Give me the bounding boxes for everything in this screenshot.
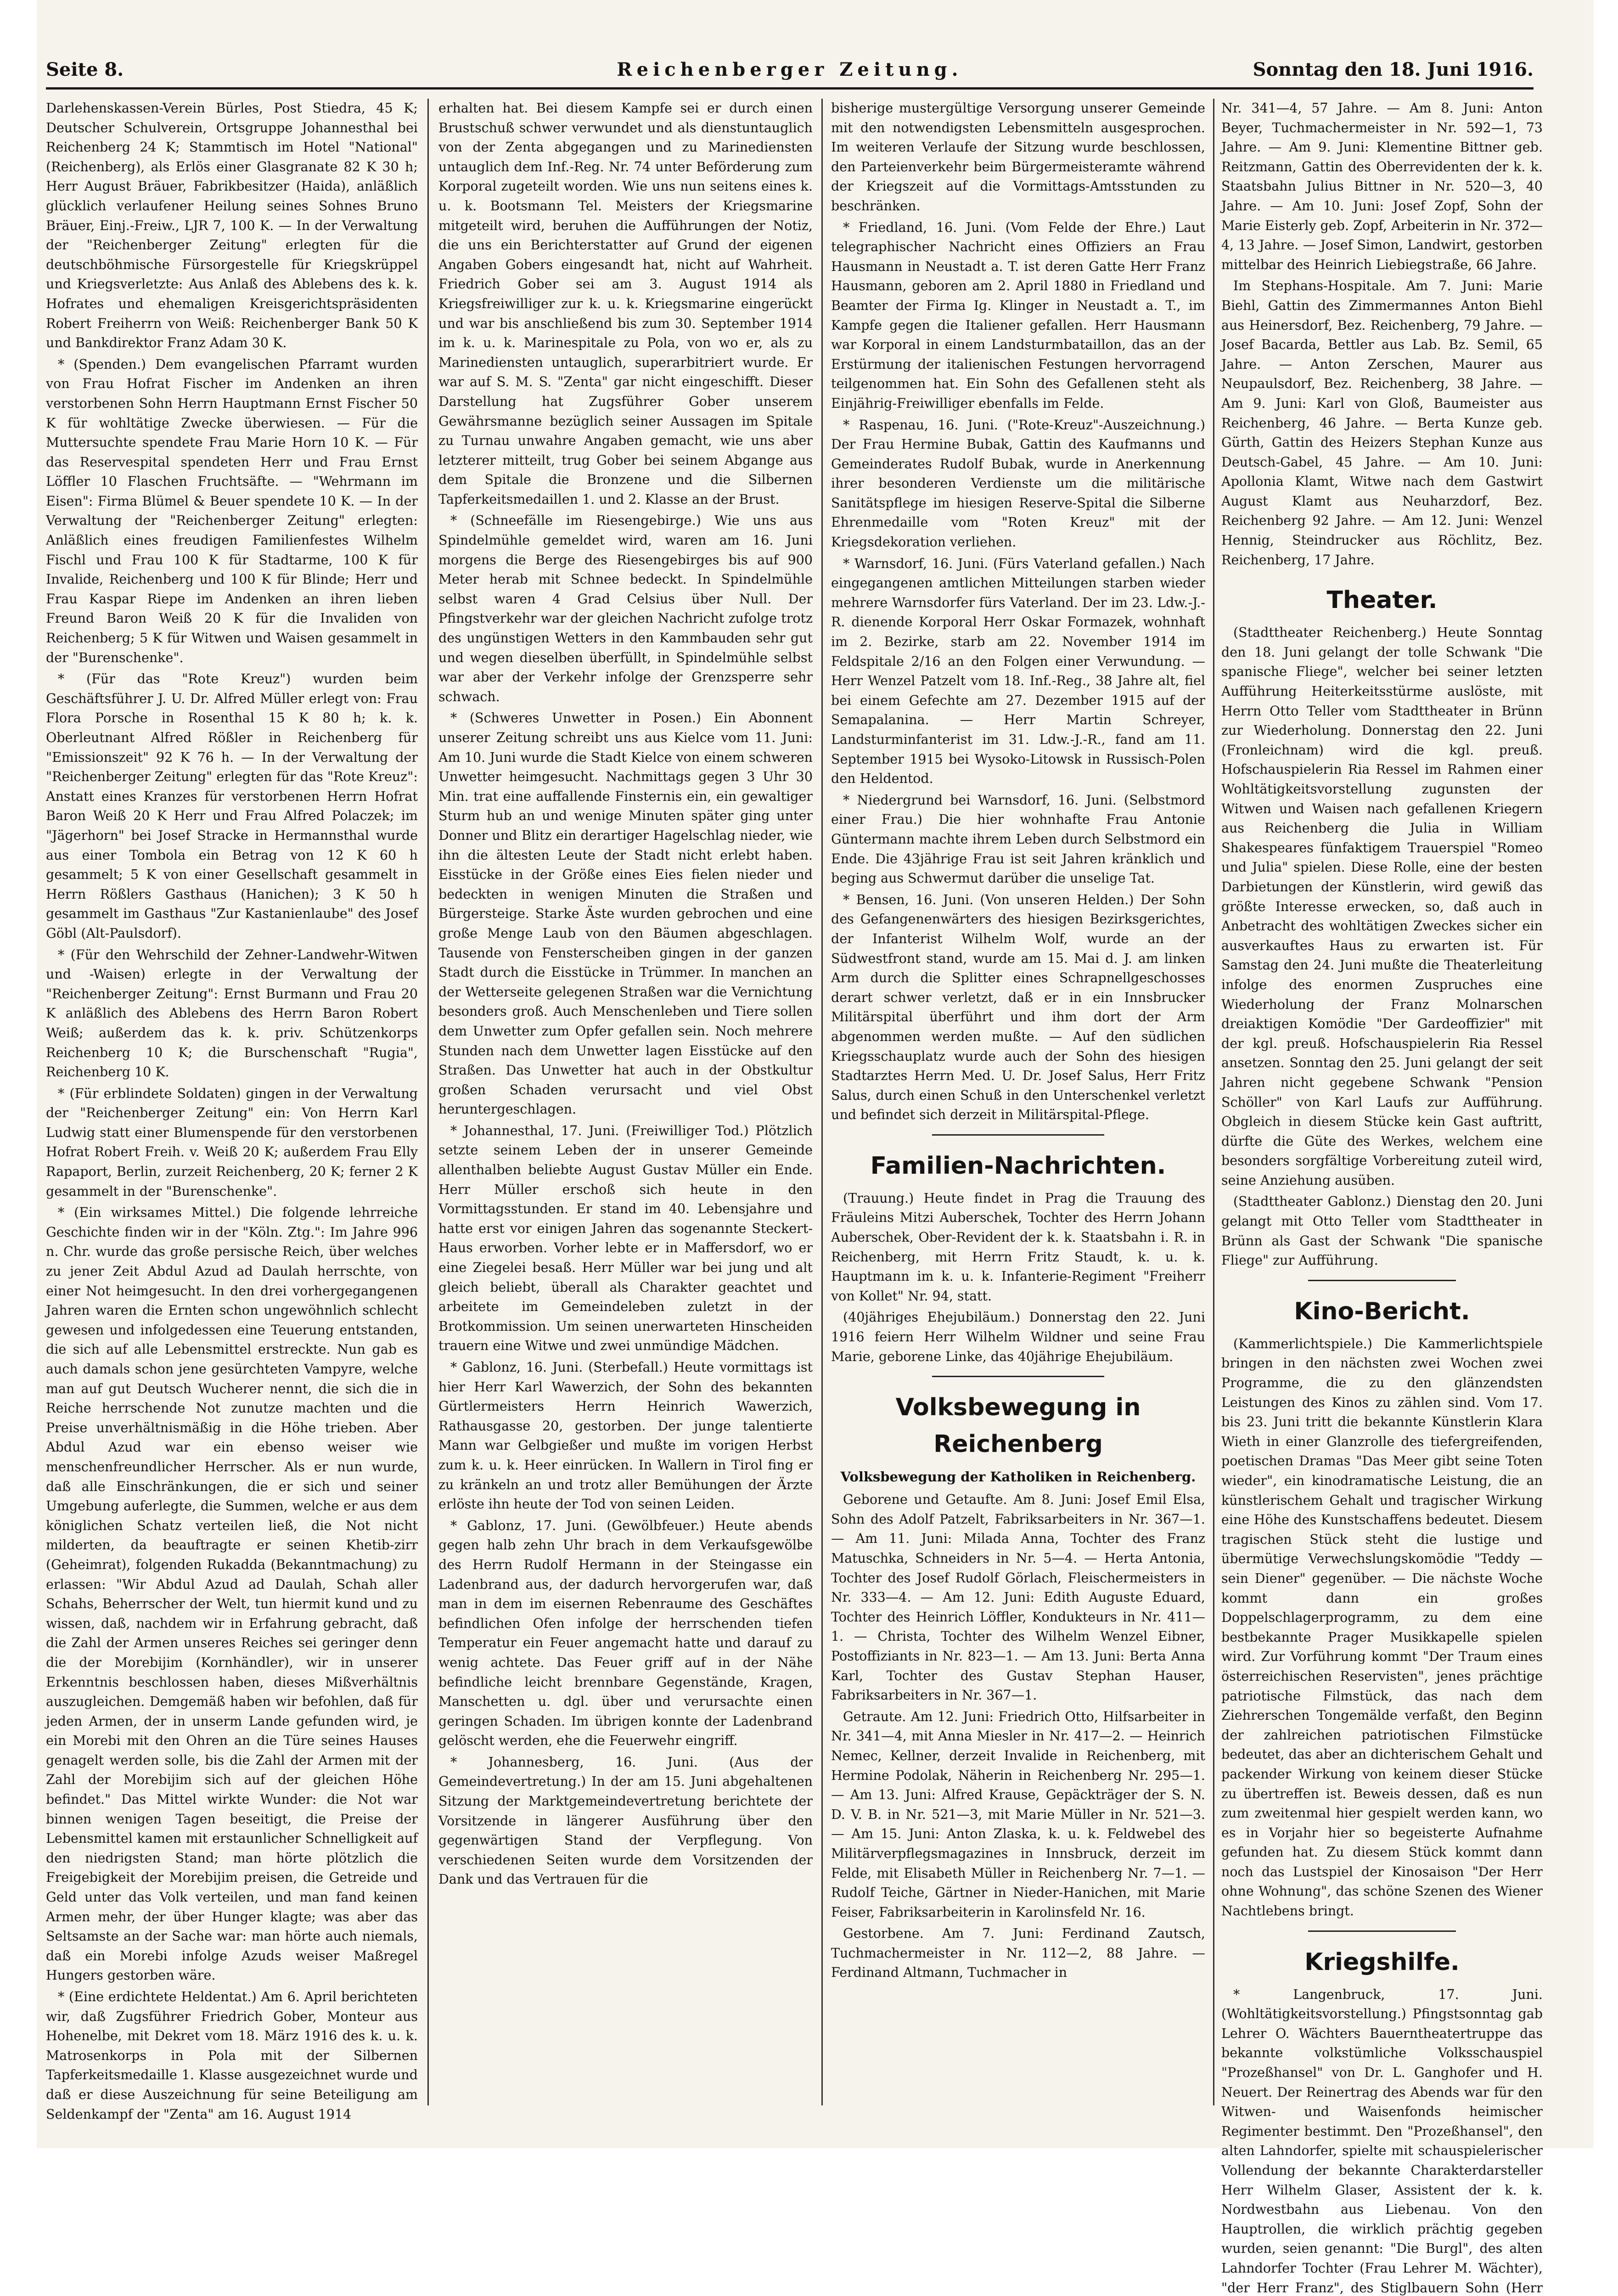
column-3 (831, 99, 1205, 2105)
article-unwetter: * (Schweres Unwetter in Posen.) Ein Abonnent unserer Zeitung schreibt uns aus Kielce vom 11. Juni: Am 10. Juni wurde die Stadt Kielce von einem schweren Unwetter heimgesucht. Nachmittags gegen 3 Uhr 30 Min. trat eine auffallende Finsternis ein, ein gewaltiger Sturm hub an und wenige Minuten später ging unter Donner und Blitz ein derartiger Hagelschlag nieder, wie ihn die ältesten Leute der Stadt nicht erlebt haben. Eisstücke in der Größe eines Eies fielen nieder und bedeckten in wenigen Minuten die Straßen und Bürgersteige. Starke Äste wurden gebrochen und eine große Menge Laub von den Bäumen abgeschlagen. Tausende von Fensterscheiben gingen in der ganzen Stadt durch die Eisstücke in Trümmer. In manchen an der Wetterseite gelegenen Straßen war die Vernichtung besonders groß. Auch Menschenleben und Tiere sollen dem Unwetter zum Opfer gefallen sein. Noch mehrere Stunden nach dem Unwetter lagen Eisstücke auf den Straßen. Das Unwetter hat auch in der Obstkultur großen Schaden verursacht und viel Obst heruntergeschlagen. (438, 710, 813, 1117)
newspaper-title: Reichenberger Zeitung. (617, 59, 963, 80)
article-ehejubilaeum: (40jähriges Ehejubiläum.) Donnerstag den 22. Juni 1916 feiern Herr Wilhelm Wildner und seine Frau Marie, geborene Linke, das 40jährige Ehejubiläum. (831, 1310, 1205, 1364)
section-rule (932, 1376, 1104, 1377)
column-divider (1213, 99, 1214, 2105)
article-kammerlichtspiele: (Kammerlichtspiele.) Die Kammerlichtspiele bringen in den nächsten zwei Wochen zwei Programme, die zu den glänzendsten Leistungen des Kinos zu zählen sind. Vom 17. bis 23. Juni tritt die bekannte Künstlerin Klara Wieth in einer Glanzrolle des tiefergreifenden, poetischen Dramas "Das Meer gibt seine Toten wieder", ein kinodramatische Leistung, die an künstlerischem Gehalt und tragischer Wirkung eine Höhe des Kunstschaffens bedeutet. Diesem tragischen Stück steht die lustige und übermütige Verwechslungskomödie "Teddy — sein Diener" gegenüber. — Die nächste Woche kommt dann ein großes Doppelschlagerprogramm, zu dem eine bestbekannte Prager Musikkapelle spielen wird. Zur Vorführung kommt "Der Traum eines österreichischen Reservisten", jenes prächtige patriotische Filmstück, das nach dem Ziehrerschen Tongemälde verfaßt, den Beginn der zahlreichen patriotischen Filmstücke bedeutet, das aber an dichterischem Gehalt und packender Wirkung von keinem dieser Stücke zu übertreffen ist. Beweis dessen, daß es nun zum zweitenmal hier gespielt werden kann, wo es in Vorjahr hier so begeisterte Aufnahme gefunden hat. Zu diesem Stück kommt dann noch das Lustspiel der Kinosaison "Der Herr ohne Wohnung", das schöne Szenen des Wiener Nachtlebens bringt. (1221, 1336, 1543, 1919)
article-johannesthal: * Johannesthal, 17. Juni. (Freiwilliger Tod.) Plötzlich setzte seinem Leben der in unserer Gemeinde allenthalben beliebte August Gustav Müller ein Ende. Herr Müller erschoß sich heute in den Vormittagsstunden. Er stand im 40. Lebensjahre und hatte erst vor einigen Jahren das sogenannte Steckert-Haus erworben. Vorher lebte er in Maffersdorf, wo er eine Ziegelei besaß. Herr Müller war bei jung und alt gleich beliebt, überall als Charakter geachtet und arbeitete im Gemeindeleben zuletzt in der Brotkommission. Um seinen unerwarteten Hinscheiden trauern eine Witwe und zwei unmündige Mädchen. (438, 1123, 813, 1354)
article-friedland: * Friedland, 16. Juni. (Vom Felde der Ehre.) Laut telegraphischer Nachricht eines Offiziers an Frau Hausmann in Neustadt a. T. ist deren Gatte Herr Franz Hausmann, geboren am 2. April 1880 in Friedland und Beamter der Firma Ig. Klinger in Neustadt a. T., im Kampfe gegen die Italiener gefallen. Herr Hausmann war Korporal in einem Landsturmbataillon, das an der Erstürmung der italienischen Festungen hervorragend teilgenommen hat. Ein Sohn des Gefallenen steht als Einjährig-Freiwilliger ebenfalls im Felde. (831, 219, 1205, 411)
article-heldentat: * (Eine erdichtete Heldentat.) Am 6. April berichteten wir, daß Zugsführer Friedrich Gober, Monteur aus Hohenelbe, mit Dekret vom 18. März 1916 des k. u. k. Matrosenkorps in Pola mit der Silbernen Tapferkeitsmedaille 1. Klasse ausgezeichnet wurde und daß er diese Auszeichnung für seine Beteiligung am Seldenkampf der "Zenta" am 16. August 1914 (46, 1989, 418, 2122)
article-raspenau: * Raspenau, 16. Juni. ("Rote-Kreuz"-Auszeichnung.) Der Frau Hermine Bubak, Gattin des Kaufmanns und Gemeinderates Rudolf Bubak, wurde in Anerkennung ihrer besonderen Verdienste um die militärische Sanitätspflege im hiesigen Reserve-Spital die Silberne Ehrenmedaille vom "Roten Kreuz" mit der Kriegsdekoration verliehen. (831, 417, 1205, 550)
article-text: Darlehenskassen-Verein Bürles, Post Stiedra, 45 K; Deutscher Schulverein, Ortsgruppe Johannesthal bei Reichenberg 24 K; Stammtisch im Hotel "National" (Reichenberg), als Erlös einer Glasgranate 82 K 30 h; Herr August Bräuer, Fabrikbesitzer (Haida), anläßlich glücklich verlaufener Heilung seines Sohnes Bruno Bräuer, Einj.-Freiw., LJR 7, 100 K. — In der Verwaltung der "Reichenberger Zeitung" erlegten für die deutschböhmische Fürsorgestelle für Kriegskrüppel und Kriegsverletzte: Aus Anlaß des Ablebens des k. k. Hofrates und ehemaligen Kreisgerichtspräsidenten Robert Freiherrn von Weiß: Reichenberger Bank 50 K und Bankdirektor Franz Adam 30 K. (46, 101, 418, 351)
column-divider (821, 99, 823, 2105)
page-number: Seite 8. (46, 59, 124, 80)
article-warnsdorf: * Warnsdorf, 16. Juni. (Fürs Vaterland gefallen.) Nach eingegangenen amtlichen Mitteilungen starben wieder mehrere Warnsdorfer fürs Vaterland. Der im 23. Ldw.-J.-R. dienende Korporal Herr Oskar Formazek, wohnhaft im 2. Bezirke, starb am 22. November 1914 im Feldspitale 2/16 an den Folgen einer Verwundung. — Herr Wenzel Patzelt vom 18. Inf.-Reg., 38 Jahre alt, fiel bei einem Gefechte am 27. Dezember 1915 auf der Semapalanina. — Herr Martin Schreyer, Landsturminfanterist im 31. Ldw.-J.-R., fand am 11. September 1915 bei Wysoko-Litowsk in Russisch-Polen den Heldentod. (831, 556, 1205, 787)
column-1 (46, 99, 418, 2122)
section-rule (1308, 1930, 1456, 1932)
article-niedergrund: * Niedergrund bei Warnsdorf, 16. Juni. (Selbstmord einer Frau.) Die hier wohnhafte Frau Antonie Güntermann machte ihrem Leben durch Selbstmord ein Ende. Die 43jährige Frau ist seit Jahren kränklich und beging aus Schwermut darüber die unselige Tat. (831, 792, 1205, 886)
page-header (46, 59, 1534, 86)
section-heading-familien: Familien-Nachrichten. (870, 1152, 1166, 1180)
article-langenbruck: * Langenbruck, 17. Juni. (Wohltätigkeitsvorstellung.) Pfingstsonntag gab Lehrer O. Wächters Bauerntheatertruppe das bekannte volkstümliche Volksschauspiel "Prozeßhansel" von Dr. L. Ganghofer und H. Neuert. Der Reinertrag des Abends war für den Witwen- und Waisenfonds heimischer Regimenter bestimmt. Den "Prozeßhansel", den alten Lahndorfer, spielte mit schauspielerischer Vollendung der bekannte Charakterdarsteller Herr Wilhelm Glaser, Assistent der k. k. Nordwestbahn aus Liebenau. Von den Hauptrollen, die wirklich prächtig gegeben wurden, seien genannt: "Die Burgl", des alten Lahndorfer Tochter (Frau Lehrer M. Wächter), "der Herr Franz", des Stiglbauern Sohn (Herr (1221, 1986, 1543, 2296)
section-subheading: Volksbewegung der Katholiken in Reichenberg. (840, 1469, 1196, 1485)
article-spenden: * (Spenden.) Dem evangelischen Pfarramt wurden von Frau Hofrat Fischer im Andenken an ihren verstorbenen Sohn Herrn Hauptmann Ernst Fischer 50 K für wohltätige Zwecke überwiesen. — Für die Muttersuchte spendete Frau Marie Horn 10 K. — Für das Reservespital spendeten Herr und Frau Ernst Löffler 10 Flaschen Fruchtsäfte. — "Wehrmann im Eisen": Firma Blümel & Beuer spendete 10 K. — In der Verwaltung der "Reichenberger Zeitung" erlegten: Anläßlich eines freudigen Familienfestes Wilhelm Fischl und Frau 100 K für Stadtarme, 100 K für Invalide, Reichenberg und 100 K für Blinde; Herr und Frau Kaspar Riepe im Andenken an ihren lieben Freund Baron Weiß 20 K für die Invaliden von Reichenberg; 5 K für Witwen und Waisen gesammelt in der "Burenschenke". (46, 356, 418, 665)
article-stadttheater-gablonz: (Stadttheater Gablonz.) Dienstag den 20. Juni gelangt mit Otto Teller vom Stadttheater in Brünn als Gast der Schwank "Die spanische Fliege" zur Aufführung. (1221, 1194, 1543, 1268)
article-rotes-kreuz: * (Für das "Rote Kreuz") wurden beim Geschäftsführer J. U. Dr. Alfred Müller erlegt von: Frau Flora Porsche in Rosenthal 15 K 80 h; k. k. Oberleutnant Alfred Rößler in Reichenberg für "Emissionszeit" 92 K 76 h. — In der Verwaltung der "Reichenberger Zeitung" erlegten für das "Rote Kreuz": Anstatt eines Kranzes für verstorbenen Herrn Hofrat Baron Weiß 20 K Herr und Frau Alfred Polaczek; im "Jägerhorn" bei Josef Stracke in Hermannsthal wurde aus einer Tombola ein Betrag von 12 K 60 h gesammelt; 5 K von einer Gesellschaft gesammelt in Herrn Rößlers Gasthaus (Hanichen); 3 K 50 h gesammelt im Gasthaus "Zur Kastanienlaube" des Josef Göbl (Alt-Paulsdorf). (46, 671, 418, 941)
article-wehrschild: * (Für den Wehrschild der Zehner-Landwehr-Witwen und -Waisen) erlegte in der Verwaltung der "Reichenberger Zeitung": Ernst Burmann und Frau 20 K anläßlich des Ablebens des Herrn Baron Robert Weiß; außerdem das k. k. priv. Schützenkorps Reichenberg 10 K; die Burschenschaft "Rugia", Reichenberg 10 K. (46, 947, 418, 1080)
section-rule (932, 1134, 1104, 1136)
article-bensen: * Bensen, 16. Juni. (Von unseren Helden.) Der Sohn des Gefangenenwärters des hiesigen Bezirksgerichtes, der Infanterist Wilhelm Wolf, wurde an der Südwestfront stand, wurde am 15. Mai d. J. am linken Arm durch die Splitter eines Schrapnellgeschosses derart schwer verletzt, daß er in ein Innsbrucker Militärspital überführt und ihm dort der Arm abgenommen werden mußte. — Auf den südlichen Kriegsschauplatz wurde auch der Sohn des hiesigen Stadtarztes Herrn Med. U. Dr. Josef Salus, Herr Fritz Salus, durch einen Schuß in den Unterschenkel verletzt und befindet sich derzeit in Militärspital-Pflege. (831, 892, 1205, 1123)
article-schneefaelle: * (Schneefälle im Riesengebirge.) Wie uns aus Spindelmühle gemeldet wird, waren am 16. Juni morgens die Berge des Riesengebirges bis auf 900 Meter herab mit Schnee bedeckt. In Spindelmühle selbst waren 4 Grad Celsius über Null. Der Pfingstverkehr war der gleichen Nachricht zufolge trotz des ungünstigen Wetters in den Kammbauden sehr gut und wegen dieselben überfüllt, in Spindelmühle selbst war aber der Verkehr infolge der Grenzsperre sehr schwach. (438, 513, 813, 704)
article-gablonz-sterbefall: * Gablonz, 16. Juni. (Sterbefall.) Heute vormittags ist hier Herr Karl Wawerzich, der Sohn des bekannten Gürtlermeisters Herrn Heinrich Wawerzich, Rathausgasse 20, gestorben. Der junge talentierte Mann war Gelbgießer und mußte im vorigen Herbst zum k. u. k. Heer einrücken. In Wallern in Tirol fing er zu kränkeln an und trotz aller Bemühungen der Ärzte erlöste ihn heute der Tod von seinen Leiden. (438, 1360, 813, 1512)
article-stadttheater-reichenberg: (Stadttheater Reichenberg.) Heute Sonntag den 18. Juni gelangt der tolle Schwank "Die spanische Fliege", welcher bei seiner letzten Aufführung Heiterkeitsstürme auslöste, mit Herrn Otto Teller vom Stadttheater in Brünn zur Wiederholung. Donnerstag den 22. Juni (Fronleichnam) wird die kgl. preuß. Hofschauspielerin Ria Ressel im Rahmen einer Wohltätigkeitsvorstellung zugunsten der Witwen und Waisen nach gefallenen Kriegern aus Reichenberg die Julia in William Shakespeares fünfaktigem Trauerspiel "Romeo und Julia" spielen. Diese Rolle, eine der besten Darbietungen der Künstlerin, wird gewiß das größte Interesse erwecken, so, daß auch in Anbetracht des wohltätigen Zweckes sicher ein ausverkauftes Haus zu erwarten ist. Für Samstag den 24. Juni mußte die Theaterleitung infolge des enormen Zuspruches eine Wiederholung der Franz Molnarschen dreiaktigen Komödie "Der Gardeoffizier" mit der kgl. preuß. Hofschauspielerin Ria Ressel ansetzen. Sonntag den 25. Juni gelangt der seit Jahren nicht gegebene Schwank "Pension Schöller" von Karl Laufs zur Aufführung. Obgleich in diesem Stücke kein Gast auftritt, dürfte die Güte des Werkes, welchem eine besonders sorgfältige Vorbereitung zuteil wird, seine Anziehung ausüben. (1221, 625, 1543, 1188)
section-rule (1308, 1280, 1456, 1281)
article-text: bisherige mustergültige Versorgung unserer Gemeinde mit den notwendigsten Lebensmitteln ausgesprochen. Im weiteren Verlaufe der Sitzung wurde beschlossen, den Parteienverkehr beim Bürgermeisteramte während der Kriegszeit auf die Vormittags-Amtsstunden zu beschränken. (831, 101, 1205, 214)
article-gablonz-feuer: * Gablonz, 17. Juni. (Gewölbfeuer.) Heute abends gegen halb zehn Uhr brach in dem Verkaufsgewölbe des Herrn Rudolf Hermann in der Steingasse ein Ladenbrand aus, der dadurch hervorgerufen war, daß man in dem im eisernen Rebenraume des Geschäftes befindlichen Ofen infolge der herrschenden tiefen Temperatur ein Feuer angemacht hatte und darauf zu wenig achtete. Das Feuer griff auf in der Nähe befindliche leicht brennbare Gegenstände, Kragen, Manschetten u. dgl. über und verursachte einen geringen Schaden. Im übrigen konnte der Ladenbrand gelöscht werden, ehe die Feuerwehr eingriff. (438, 1518, 813, 1749)
header-rule (46, 87, 1534, 90)
article-text: Nr. 341—4, 57 Jahre. — Am 8. Juni: Anton Beyer, Tuchmachermeister in Nr. 592—1, 73 Jahre. — Am 9. Juni: Klementine Bittner geb. Reitzmann, Gattin des Oberrevidenten der k. k. Staatsbahn Julius Bittner in Nr. 520—3, 40 Jahre. — Am 10. Juni: Josef Zopf, Sohn der Marie Eisterly geb. Zopf, Arbeiterin in Nr. 372—4, 13 Jahre. — Josef Simon, Landwirt, gestorben mittelbar des Heinrich Liebiegstraße, 66 Jahre. (1221, 101, 1543, 272)
article-gestorbene: Gestorbene. Am 7. Juni: Ferdinand Zautsch, Tuchmachermeister in Nr. 112—2, 88 Jahre. — Ferdinand Altmann, Tuchmacher in (831, 1926, 1205, 1981)
column-divider (427, 99, 429, 2105)
section-heading-kino: Kino-Bericht. (1294, 1297, 1470, 1325)
article-geborene: Geborene und Getaufte. Am 8. Juni: Josef Emil Elsa, Sohn des Adolf Patzelt, Fabriksarbeiters in Nr. 367—1. — Am 11. Juni: Milada Anna, Tochter des Franz Matuschka, Schneiders in Nr. 5—4. — Herta Antonia, Tochter des Josef Rudolf Görlach, Fleischermeisters in Nr. 333—4. — Am 12. Juni: Edith Auguste Eduard, Tochter des Heinrich Löffler, Kondukteurs in Nr. 411—1. — Christa, Tochter des Wilhelm Wenzel Eibner, Postoffiziants in Nr. 823—1. — Am 13. Juni: Berta Anna Karl, Tochter des Gustav Stephan Hauser, Fabriksarbeiters in Nr. 367—1. (831, 1492, 1205, 1703)
article-erblindete-soldaten: * (Für erblindete Soldaten) gingen in der Verwaltung der "Reichenberger Zeitung" ein: Von Herrn Karl Ludwig statt einer Blumenspende für den verstorbenen Hofrat Robert Freih. v. Weiß 20 K; außerdem Frau Elly Rapaport, Berlin, zurzeit Reichenberg, 20 K; ferner 2 K gesammelt in der "Burenschenke". (46, 1086, 418, 1199)
issue-date: Sonntag den 18. Juni 1916. (1253, 59, 1534, 80)
section-heading-volksbewegung: Volksbewegung in Reichenberg (895, 1394, 1141, 1458)
section-heading-theater: Theater. (1326, 586, 1438, 614)
section-heading-kriegshilfe: Kriegshilfe. (1304, 1948, 1460, 1976)
article-getraute: Getraute. Am 12. Juni: Friedrich Otto, Hilfsarbeiter in Nr. 341—4, mit Anna Miesler in Nr. 417—2. — Heinrich Nemec, Kellner, derzeit Invalide in Reichenberg, mit Hermine Podolak, Näherin in Reichenberg Nr. 295—1. — Am 13. Juni: Alfred Krause, Gepäckträger der S. N. D. V. B. in Nr. 521—3, mit Marie Müller in Nr. 521—3. — Am 15. Juni: Anton Zlaska, k. u. k. Feldwebel des Militärverpflegsmagazines in Innsbruck, derzeit im Felde, mit Elisabeth Müller in Reichenberg Nr. 7—1. — Rudolf Teiche, Gärtner in Nieder-Hanichen, mit Marie Feiser, Fabriksarbeiterin in Karolinsfeld Nr. 16. (831, 1709, 1205, 1920)
article-johannesberg: * Johannesberg, 16. Juni. (Aus der Gemeindevertretung.) In der am 15. Juni abgehaltenen Sitzung der Marktgemeindevertretung berichtete der Vorsitzende in längerer Ausführung über den gegenwärtigen Stand der Verpflegung. Von verschiedenen Seiten wurde dem Vorsitzenden der Dank und das Vertrauen für die (438, 1754, 813, 1887)
article-trauung: (Trauung.) Heute findet in Prag die Trauung des Fräuleins Mitzi Auberschek, Tochter des Herrn Johann Auberschek, Ober-Revident der k. k. Staatsbahn i. R. in Reichenberg, mit Herrn Fritz Staudt, k. u. k. Hauptmann im k. u. k. Infanterie-Regiment "Freiherr von Kollet" Nr. 94, statt. (831, 1190, 1205, 1304)
article-text: erhalten hat. Bei diesem Kampfe sei er durch einen Brustschuß schwer verwundet und als dienstuntauglich von der Zenta abgegangen und zu Marinediensten untauglich dem Inf.-Reg. Nr. 74 unter Beförderung zum Korporal zugeteilt worden. Wie uns nun seitens eines k. u. k. Bootsmann Tel. Meisters der Kriegsmarine mitgeteilt wird, beruhen die Aufführungen der Notiz, die uns ein Berichterstatter auf Grund der eigenen Angaben Gobers eingesandt hat, nicht auf Wahrheit. Friedrich Gober sei am 3. August 1914 als Kriegsfreiwilliger zur k. u. k. Kriegsmarine eingerückt und war bis anschließend bis zum 30. September 1914 im k. u. k. Marinespitale zu Pola, von wo er, als zu Marinediensten untauglich, superarbitriert wurde. Er war auf S. M. S. "Zenta" gar nicht eingeschifft. Dieser Darstellung hat Zugsführer Gober unserem Gewährsmanne bezüglich seiner Aussagen im Spitale zu Turnau unwahre Angaben gemacht, wie uns aber letzterer mitteilt, trug Gober bei seinem Abgange aus dem Spitale die Bronzene und die Silbernen Tapferkeitsmedaillen 1. und 2. Klasse an der Brust. (438, 101, 813, 507)
column-4 (1221, 99, 1543, 2296)
scan-margin (0, 0, 37, 2148)
column-2 (438, 99, 813, 2105)
article-stephans-hospitale: Im Stephans-Hospitale. Am 7. Juni: Marie Biehl, Gattin des Zimmermannes Anton Biehl aus Heinersdorf, Bez. Reichenberg, 79 Jahre. — Josef Bacarda, Bettler aus Lab. Bz. Semil, 65 Jahre. — Anton Zerschen, Maurer aus Neupaulsdorf, Bez. Reichenberg, 38 Jahre. — Am 9. Juni: Karl von Gloß, Baumeister aus Reichenberg, 46 Jahre. — Berta Kunze geb. Gürth, Gattin des Heizers Stephan Kunze aus Deutsch-Gabel, 45 Jahre. — Am 10. Juni: Apollonia Klamt, Witwe nach dem Gastwirt August Klamt aus Neuharzdorf, Bez. Reichenberg 92 Jahre. — Am 12. Juni: Wenzel Hennig, Steindrucker aus Röchlitz, Bez. Reichenberg, 17 Jahre. (1221, 278, 1543, 568)
article-wirksames-mittel: * (Ein wirksames Mittel.) Die folgende lehrreiche Geschichte finden wir in der "Köln. Ztg.": Im Jahre 996 n. Chr. wurde das große persische Reich, über welches zu jener Zeit Abdul Azud ad Daulah herrschte, von einer Not heimgesucht. In den drei vorhergegangenen Jahren waren die Ernten schon ungewöhnlich schlecht gewesen und infolgedessen eine Teuerung entstanden, die sich auf alle Lebensmittel erstreckte. Nun gab es auch damals schon jene gesürchteten Vampyre, welche man auf gut Deutsch Wucherer nennt, die sich die in Reiche herrschende Not zunutze machten und die Preise unverhältnismäßig in die Höhe trieben. Aber Abdul Azud war ein ebenso weiser wie menschenfreundlicher Herrscher. Als er nun wurde, daß alle Einschränkungen, die er sich und seiner Umgebung auferlegte, die Summen, welche er aus dem königlichen Schatz verteilen ließ, die Not nicht milderten, da beauftragte er seinen Khetib-zirr (Geheimrat), folgenden Rukadda (Bekanntmachung) zu erlassen: "Wir Abdul Azud ad Daulah, Schah aller Schahs, Beherrscher der Welt, tun hiermit kund und zu wissen, daß, nachdem wir in Erfahrung gebracht, daß die Zahl der Armen unseres Reiches sei geringer denn die der Morebijim (Kornhändler), wir in unserer Erkenntnis beschlossen haben, dieses Mißverhältnis auszugleichen. Demgemäß haben wir befohlen, daß für jeden Armen, der in unserm Lande gefunden wird, je ein Morebi mit den Ohren an die Türe seines Hauses genagelt werden solle, bis die Zahl der Armen mit der Zahl der Morebijim sich auf der gleichen Höhe befindet." Das Mittel wirkte Wunder: die Not war binnen wenigen Tagen beseitigt, die Preise der Lebensmittel kamen mit erstaunlicher Schnelligkeit auf den niedrigsten Stand; man hörte plötzlich die Freigebigkeit der Morebijim preisen, die Getreide und Geld unter das Volk verteilen, und man fand keinen Armen mehr, der über Hunger klagte; was aber das Seltsamste an der Sache war: man hörte auch niemals, daß ein Morebi infolge Azuds weiser Maßregel Hungers gestorben wäre. (46, 1205, 418, 1983)
